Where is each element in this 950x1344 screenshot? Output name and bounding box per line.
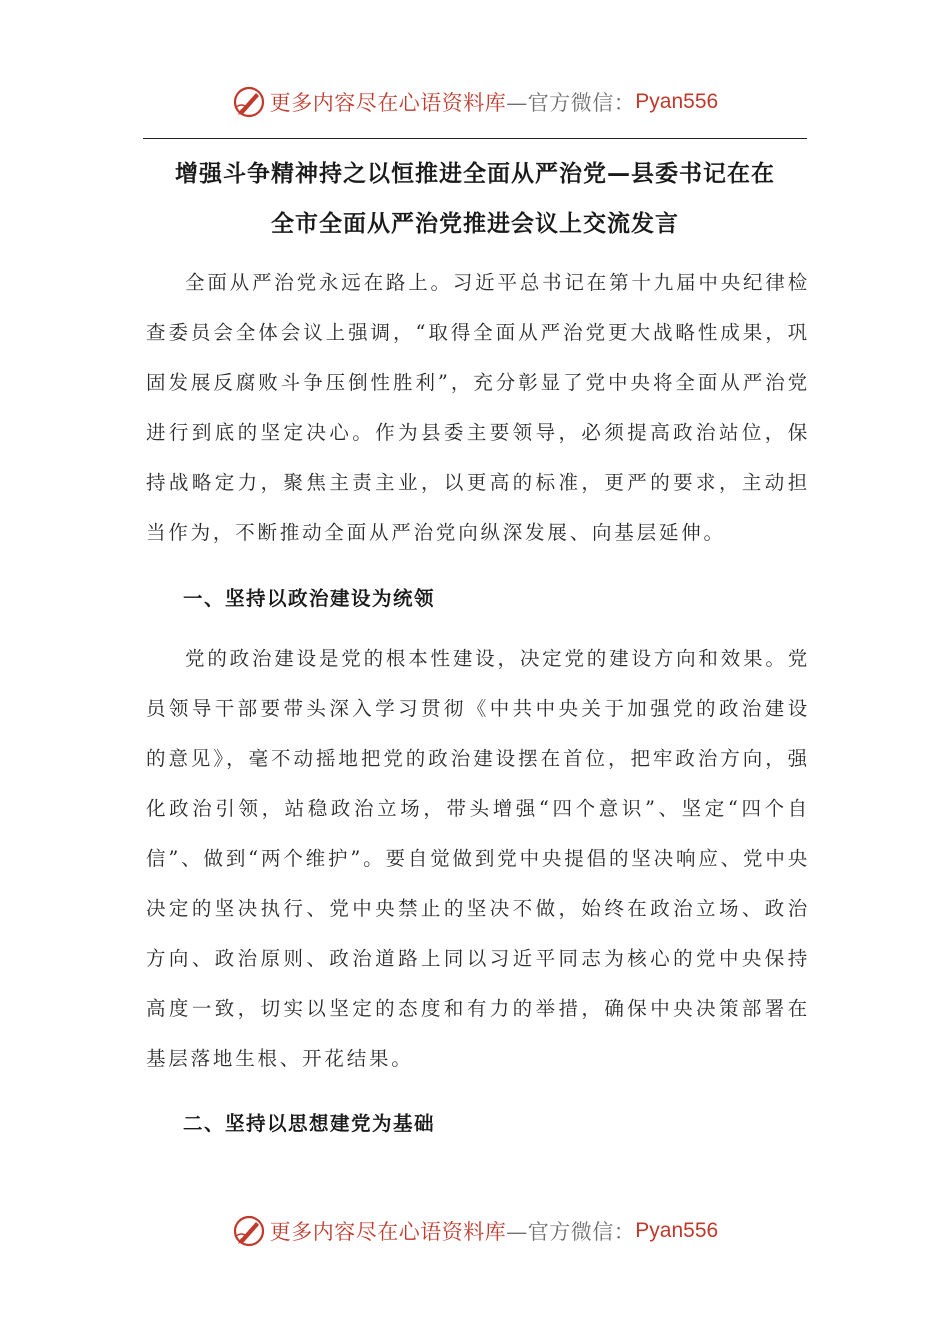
banner-wechat-id: Pyan556 [635, 1219, 719, 1242]
banner-label: —官方微信： [506, 91, 636, 115]
pen-logo-icon [232, 1214, 266, 1248]
paragraph-intro: 全面从严治党永远在路上。习近平总书记在第十九届中央纪律检查委员会全体会议上强调，“取得全面从严治党更大战略性成果，巩固发展反腐败斗争压倒性胜利”，充分彰显了党中央将全面从严治党进行到底的坚定决心。作为县委主要领导，必须提高政治站位，保持战略定力，聚焦主责主业，以更高的标准，更严的要求，主动担当作为，不断推动全面从严治党向纵深发展、向基层延伸。 [146, 271, 810, 544]
section-heading-1: 一、坚持以政治建设为统领 [183, 587, 436, 610]
document-title-line2: 全市全面从严治党推进会议上交流发言 [271, 211, 679, 237]
banner-title: 更多内容尽在心语资料库 [269, 1220, 507, 1244]
pen-logo-icon [232, 85, 266, 119]
paragraph-political-construction: 党的政治建设是党的根本性建设，决定党的建设方向和效果。党员领导干部要带头深入学习贯彻《中共中央关于加强党的政治建设的意见》，毫不动摇地把党的政治建设摆在首位，把牢政治方向，强化政治引领，站稳政治立场，带头增强“四个意识”、坚定“四个自信”、做到“两个维护”。要自觉做到党中央提倡的坚决响应、党中央决定的坚决执行、党中央禁止的坚决不做，始终在政治立场、政治方向、政治原则、政治道路上同以习近平同志为核心的党中央保持高度一致，切实以坚定的态度和有力的举措，确保中央决策部署在基层落地生根、开花结果。 [146, 647, 810, 1070]
banner-wechat-id: Pyan556 [635, 90, 719, 113]
header-divider [143, 138, 807, 139]
header-banner [0, 80, 950, 124]
banner-label: —官方微信： [506, 1220, 636, 1244]
banner-title: 更多内容尽在心语资料库 [269, 91, 507, 115]
footer-banner [0, 1209, 950, 1253]
document-title-line1: 增强斗争精神持之以恒推进全面从严治党—县委书记在在 [175, 161, 775, 187]
section-heading-2: 二、坚持以思想建党为基础 [183, 1112, 436, 1135]
